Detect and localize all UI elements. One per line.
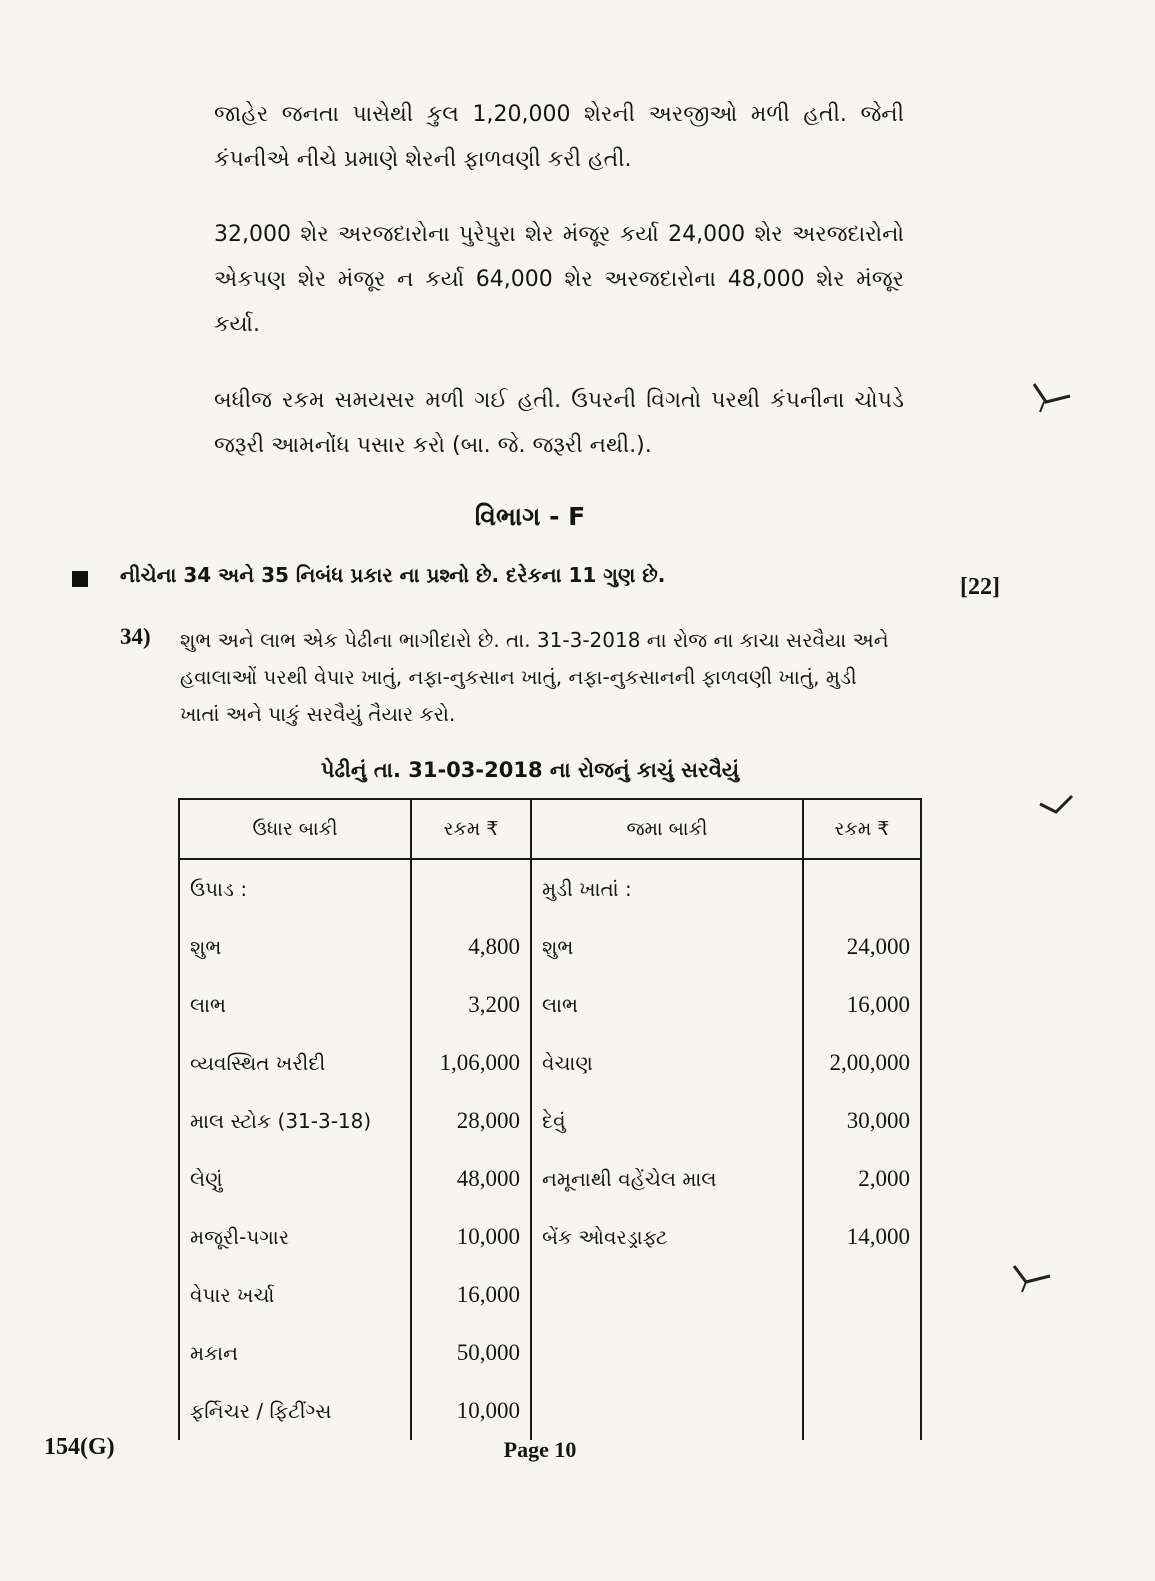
section-instruction: નીચેના 34 અને 35 નિબંધ પ્રકાર ના પ્રશ્નો છે. દરેકના 11 ગુણ છે. bbox=[120, 563, 666, 587]
credit-amount-cell bbox=[803, 859, 921, 918]
header-credit: જમા બાકી bbox=[531, 799, 803, 859]
tick-mark-icon bbox=[1010, 1262, 1054, 1298]
header-debit-amount: રકમ ₹ bbox=[411, 799, 531, 859]
table-row bbox=[179, 859, 921, 918]
table-header-row bbox=[179, 799, 921, 859]
table-row bbox=[179, 1208, 921, 1266]
credit-cell: દેવું bbox=[531, 1092, 803, 1150]
credit-amount-cell bbox=[803, 1266, 921, 1324]
paragraph-journal-instruction: બધીજ રકમ સમયસર મળી ગઈ હતી. ઉપરની વિગતો પરથી કંપનીના ચોપડે જરૂરી આમનોંધ પસાર કરો (બા. જે. જરૂરી નથી.). bbox=[214, 388, 904, 458]
table-row bbox=[179, 1034, 921, 1092]
table-row bbox=[179, 1150, 921, 1208]
credit-cell: શુભ bbox=[531, 918, 803, 976]
page-number: Page 10 bbox=[503, 1437, 577, 1462]
paper-code: 154(G) bbox=[44, 1434, 115, 1460]
credit-cell: લાભ bbox=[531, 976, 803, 1034]
table-row bbox=[179, 1266, 921, 1324]
credit-cell bbox=[531, 1266, 803, 1324]
debit-amount-cell: 10,000 bbox=[411, 1208, 531, 1266]
debit-amount-cell bbox=[411, 859, 531, 918]
trial-balance-table bbox=[178, 798, 922, 1440]
table-row bbox=[179, 1092, 921, 1150]
debit-cell: મકાન bbox=[179, 1324, 411, 1382]
question-number: 34) bbox=[120, 624, 151, 649]
paragraph-allotment-details: 32,000 શેર અરજદારોના પુરેપુરા શેર મંજૂર કર્યા 24,000 શેર અરજદારોનો એકપણ શેર મંજૂર ન કર્યા 64,000 શેર અરજદારોના 48,000 શેર મંજૂર કર્યા. bbox=[214, 222, 904, 337]
table-row bbox=[179, 1382, 921, 1440]
credit-amount-cell bbox=[803, 1382, 921, 1440]
tick-mark-icon bbox=[1030, 380, 1074, 416]
debit-amount-cell: 48,000 bbox=[411, 1150, 531, 1208]
section-marks: [22] bbox=[960, 574, 1000, 600]
debit-cell: મજૂરી-પગાર bbox=[179, 1208, 411, 1266]
credit-amount-cell bbox=[803, 1324, 921, 1382]
debit-cell: શુભ bbox=[179, 918, 411, 976]
credit-cell bbox=[531, 1324, 803, 1382]
credit-amount-cell: 30,000 bbox=[803, 1092, 921, 1150]
debit-cell: ફર્નિચર / ફિટીંગ્સ bbox=[179, 1382, 411, 1440]
table-row bbox=[179, 918, 921, 976]
tick-mark-icon bbox=[1038, 792, 1078, 822]
debit-cell: વ્યવસ્થિત ખરીદી bbox=[179, 1034, 411, 1092]
section-title: વિભાગ - F bbox=[474, 502, 586, 531]
square-bullet-icon bbox=[72, 571, 88, 587]
paragraph-share-applications: જાહેર જનતા પાસેથી કુલ 1,20,000 શેરની અરજીઓ મળી હતી. જેની કંપનીએ નીચે પ્રમાણે શેરની ફાળવણી કરી હતી. bbox=[214, 102, 904, 172]
debit-amount-cell: 10,000 bbox=[411, 1382, 531, 1440]
debit-amount-cell: 50,000 bbox=[411, 1324, 531, 1382]
credit-amount-cell: 16,000 bbox=[803, 976, 921, 1034]
question-text: શુભ અને લાભ એક પેઢીના ભાગીદારો છે. તા. 31-3-2018 ના રોજ ના કાચા સરવૈયા અને હવાલાઓં પરથી વેપાર ખાતું, નફા-નુકસાન ખાતું, નફા-નુકસાનની ફાળવણી ખાતું, મુડી ખાતાં અને પાકું સરવૈયું તૈયાર કરો. bbox=[180, 628, 889, 726]
credit-amount-cell: 24,000 bbox=[803, 918, 921, 976]
debit-cell: માલ સ્ટોક (31-3-18) bbox=[179, 1092, 411, 1150]
credit-cell: બેંક ઓવરડ્રાફ્ટ bbox=[531, 1208, 803, 1266]
header-debit: ઉધાર બાકી bbox=[179, 799, 411, 859]
debit-amount-cell: 1,06,000 bbox=[411, 1034, 531, 1092]
debit-cell: લેણું bbox=[179, 1150, 411, 1208]
credit-amount-cell: 14,000 bbox=[803, 1208, 921, 1266]
table-row bbox=[179, 1324, 921, 1382]
table-row bbox=[179, 976, 921, 1034]
credit-cell: મુડી ખાતાં : bbox=[531, 859, 803, 918]
credit-cell: વેચાણ bbox=[531, 1034, 803, 1092]
debit-amount-cell: 28,000 bbox=[411, 1092, 531, 1150]
credit-amount-cell: 2,000 bbox=[803, 1150, 921, 1208]
debit-cell: વેપાર ખર્ચા bbox=[179, 1266, 411, 1324]
credit-amount-cell: 2,00,000 bbox=[803, 1034, 921, 1092]
debit-cell: લાભ bbox=[179, 976, 411, 1034]
header-credit-amount: રકમ ₹ bbox=[803, 799, 921, 859]
debit-cell: ઉપાડ : bbox=[179, 859, 411, 918]
debit-amount-cell: 4,800 bbox=[411, 918, 531, 976]
debit-amount-cell: 3,200 bbox=[411, 976, 531, 1034]
table-title: પેઢીનું તા. 31-03-2018 ના રોજનું કાચું સરવૈયું bbox=[320, 758, 740, 782]
debit-amount-cell: 16,000 bbox=[411, 1266, 531, 1324]
credit-cell: નમૂનાથી વહેંચેલ માલ bbox=[531, 1150, 803, 1208]
credit-cell bbox=[531, 1382, 803, 1440]
